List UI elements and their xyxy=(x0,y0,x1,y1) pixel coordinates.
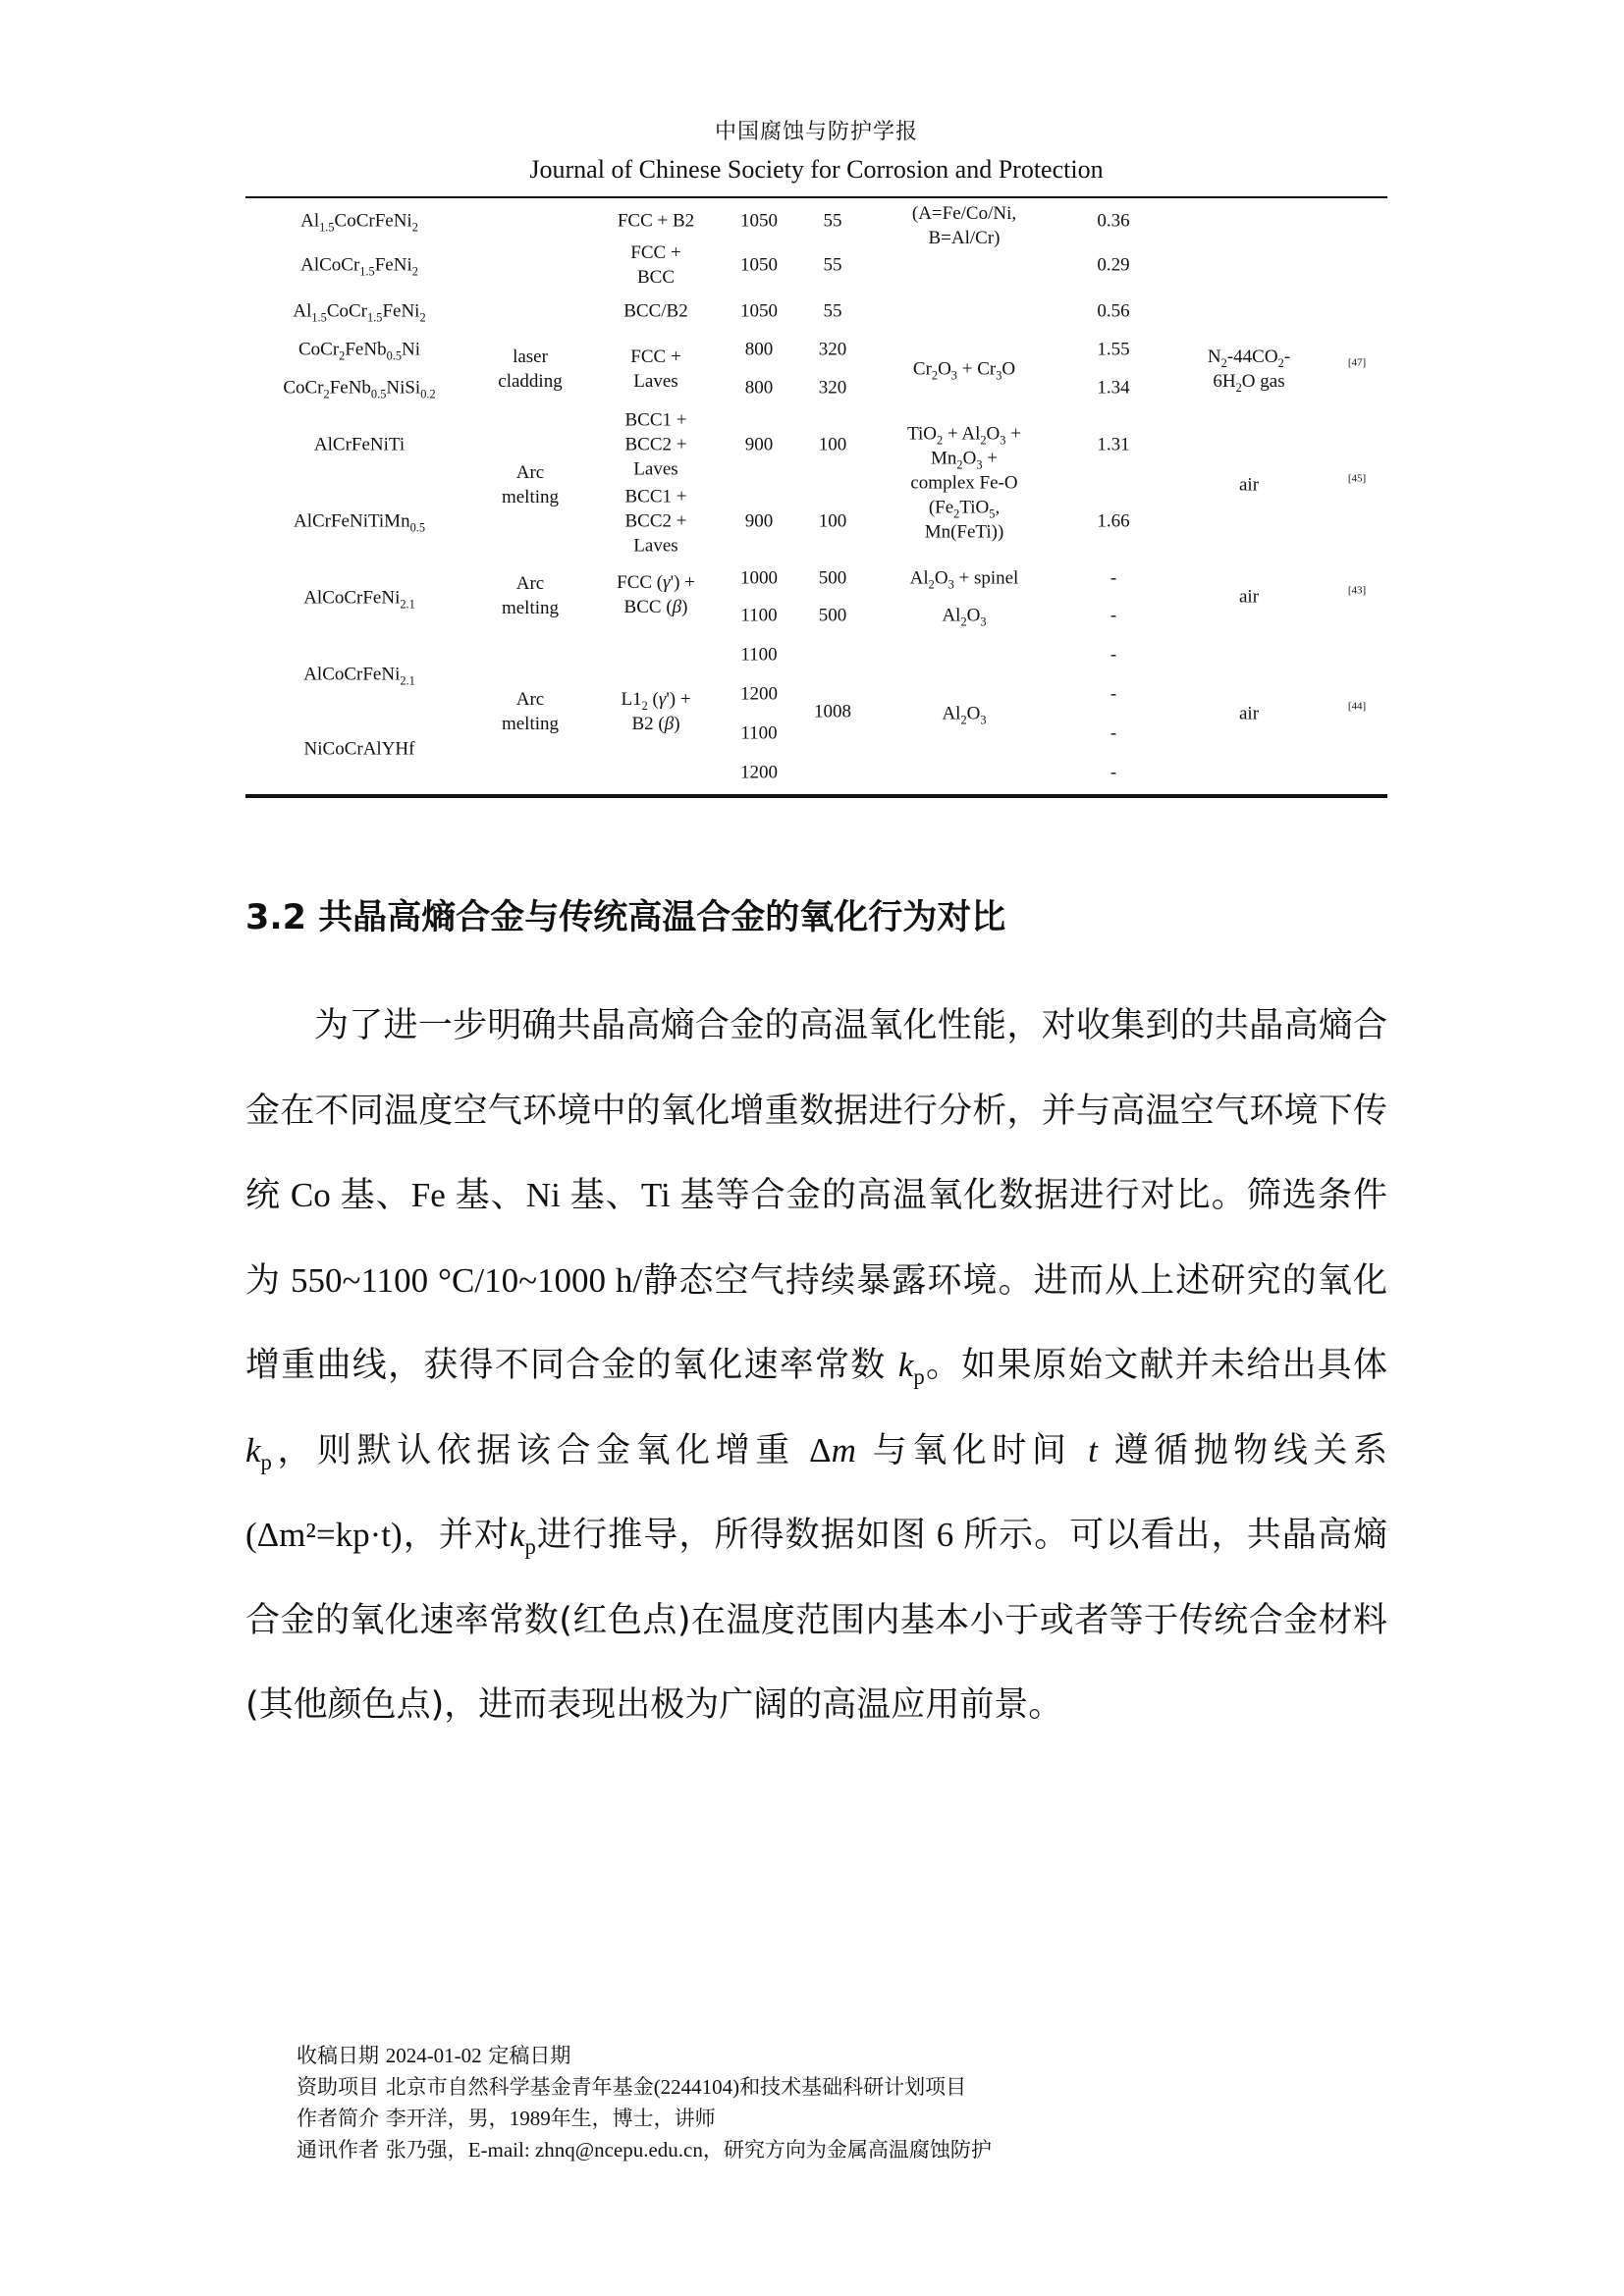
author-text: 年生，博士，讲师 xyxy=(550,2107,716,2130)
para-text: 基等合金的高温氧化数据进行对比。筛选条件为 xyxy=(245,1176,1388,1301)
footnote-label: 作者简介 xyxy=(297,2107,379,2130)
footnote-corresponding xyxy=(297,2134,992,2165)
received-date: 2024-01-02 xyxy=(385,2044,482,2067)
para-text: 进行推导，所得数据如图 xyxy=(535,1516,927,1555)
para-text: 为了进一步明确共晶高熵合金的高温氧化性能，对收集到的共晶高熵合金在不同温度空气环境中的氧化增重数据进行分析，并与高温空气环境下传统 xyxy=(245,1006,1387,1215)
table-cell-kp: - xyxy=(1110,605,1117,626)
footnote-received xyxy=(297,2040,992,2071)
table-cell-time: 1008 xyxy=(814,701,851,722)
footnote-author xyxy=(297,2103,992,2134)
table-cell-oxide: $Al_2O_3$ xyxy=(942,703,987,727)
table-cell-oxide: $TiO_2 + Al_2O_3$ + $Mn_2O_3$ + complex Fe-O ($Fe_2TiO_5$, Mn(FeTi)) xyxy=(907,423,1021,543)
para-co: Co xyxy=(281,1176,341,1214)
table-cell-kp: - xyxy=(1110,762,1117,783)
table-cell-kp: 0.29 xyxy=(1097,254,1130,276)
journal-title-en: Journal of Chinese Society for Corrosion and Protection xyxy=(529,155,1104,184)
table-cell-process: Arc melting xyxy=(501,573,560,618)
para-ni: Ni xyxy=(525,1176,570,1214)
para-text: 基、 xyxy=(569,1176,641,1215)
kp-symbol: k xyxy=(897,1346,914,1384)
table-cell-phase: FCC (γ') + BCC (β) xyxy=(617,572,695,617)
table-cell-alloy: AlCrFeNiTiMn$_{0.5}$ xyxy=(293,510,426,535)
body-paragraph xyxy=(245,984,1387,1748)
oxidation-data-table xyxy=(245,196,1387,798)
table-cell-temperature: 900 xyxy=(744,510,774,532)
corresponding-name: 张乃强， xyxy=(385,2138,468,2162)
para-text: 基、 xyxy=(340,1176,411,1215)
table-cell-phase: FCC + BCC xyxy=(630,242,681,288)
table-cell-phase: FCC + B2 xyxy=(617,210,695,232)
table-cell-kp: 0.56 xyxy=(1097,300,1130,322)
table-cell-reference: [43] xyxy=(1347,584,1367,597)
table-cell-time: 500 xyxy=(818,567,847,589)
table-cell-process: Arc melting xyxy=(501,462,560,507)
time-symbol: t xyxy=(1088,1430,1098,1469)
table-cell-alloy: AlCoCr$_{1.5}$FeNi$_2$ xyxy=(300,254,418,279)
journal-header xyxy=(245,114,1387,188)
fund-number: (2244104) xyxy=(653,2075,740,2099)
table-cell-alloy: AlCoCrFeNi$_{2.1}$ xyxy=(303,664,415,688)
table-cell-temperature: 800 xyxy=(744,377,774,399)
mass-symbol: m xyxy=(831,1430,856,1469)
table-cell-kp: 1.31 xyxy=(1097,434,1130,455)
table-cell-kp: 0.36 xyxy=(1097,210,1130,232)
table-cell-time: 320 xyxy=(818,339,847,360)
table-cell-alloy: AlCoCrFeNi$_{2.1}$ xyxy=(303,587,415,612)
table-cell-time: 100 xyxy=(818,510,847,532)
para-text: 所示。可以看出，共晶高熵合金的氧化速率常数 xyxy=(245,1516,1387,1640)
para-text: 基、 xyxy=(455,1176,526,1215)
kp-symbol: k xyxy=(245,1430,261,1469)
table-cell-time: 55 xyxy=(823,210,842,232)
kp-symbol: k xyxy=(509,1516,525,1554)
table-cell-time: 320 xyxy=(818,377,847,399)
table-cell-phase: $L1_2$ (γ') + B2 (β) xyxy=(621,689,691,734)
para-text: 。如果原始文献并未给出具体 xyxy=(924,1346,1387,1385)
table-cell-temperature: 1100 xyxy=(740,644,778,666)
table-cell-temperature: 1200 xyxy=(740,683,778,705)
table-cell-time: 100 xyxy=(818,434,847,455)
footnote-label: 定稿日期 xyxy=(488,2044,571,2067)
author-year: 1989 xyxy=(509,2107,551,2130)
kp-subscript: p xyxy=(913,1364,925,1389)
table-cell-process: laser cladding xyxy=(498,347,563,392)
corresponding-text: ，研究方向为金属高温腐蚀防护 xyxy=(702,2138,992,2162)
para-condition: 550~1100 °C/10~1000 h/ xyxy=(281,1260,643,1300)
table-cell-process: Arc melting xyxy=(501,689,560,734)
table-cell-phase: BCC1 + BCC2 + Laves xyxy=(624,409,687,480)
footnotes xyxy=(297,2040,992,2165)
author-text: 李开洋，男， xyxy=(385,2107,510,2130)
table-cell-kp: - xyxy=(1110,683,1117,705)
table-cell-kp: 1.34 xyxy=(1097,377,1130,399)
table-cell-environment: air xyxy=(1238,474,1260,496)
footnote-label: 通讯作者 xyxy=(297,2138,379,2162)
para-text: ，并对 xyxy=(402,1516,510,1555)
table-cell-alloy: CoCr$_2$FeNb$_{0.5}$NiSi$_{0.2}$ xyxy=(283,377,436,401)
kp-subscript: p xyxy=(524,1534,536,1559)
table-cell-alloy: NiCoCrAlYHf xyxy=(303,738,415,760)
table-cell-phase: BCC/B2 xyxy=(623,300,688,322)
table-cell-reference: [45] xyxy=(1347,472,1367,485)
figure-ref: 6 xyxy=(926,1516,964,1554)
table-cell-temperature: 1100 xyxy=(740,722,778,744)
table-cell-temperature: 1200 xyxy=(740,762,778,783)
table-cell-oxide: $Al_2O_3$ + spinel xyxy=(909,567,1019,592)
footnote-funding xyxy=(297,2071,992,2103)
parabolic-formula: (Δm²=kp·t) xyxy=(245,1516,403,1554)
table-cell-environment: air xyxy=(1238,586,1260,608)
table-cell-oxide: (A=Fe/Co/Ni, B=Al/Cr) xyxy=(911,203,1017,248)
section-title: 3.2 共晶高熵合金与传统高温合金的氧化行为对比 xyxy=(245,898,1006,937)
table-cell-reference: [44] xyxy=(1347,700,1367,713)
table-cell-oxide: $Cr_2O_3 + Cr_3O$ xyxy=(912,358,1016,383)
para-ti: Ti xyxy=(640,1176,680,1214)
table-cell-temperature: 900 xyxy=(744,434,774,455)
table-cell-alloy: $Al_{1.5}CoCr_{1.5}FeNi_2$ xyxy=(293,300,426,325)
table-cell-alloy: $Al_{1.5}CoCrFeNi_2$ xyxy=(300,210,418,235)
footnote-label: 资助项目 xyxy=(297,2075,379,2099)
journal-title-cn: 中国腐蚀与防护学报 xyxy=(714,120,918,144)
table-cell-temperature: 1000 xyxy=(740,567,778,589)
table-cell-kp: - xyxy=(1110,722,1117,744)
table-cell-time: 55 xyxy=(823,300,842,322)
table-cell-environment: $N_2-44CO_2-$ $6H_2O$ gas xyxy=(1207,347,1291,395)
para-text: 与氧化时间 xyxy=(855,1430,1089,1470)
fund-text: 北京市自然科学基金青年基金 xyxy=(385,2075,654,2099)
table-cell-kp: - xyxy=(1110,644,1117,666)
para-text: 静态空气持续暴露环境。进而从上述研究的氧化增重曲线，获得不同合金的氧化速率常数 xyxy=(245,1260,1387,1385)
table-cell-alloy: AlCrFeNiTi xyxy=(313,434,406,455)
corresponding-email: E-mail: zhnq@ncepu.edu.cn xyxy=(467,2138,703,2162)
table-cell-kp: - xyxy=(1110,567,1117,589)
table-cell-time: 55 xyxy=(823,254,842,276)
table-cell-temperature: 1100 xyxy=(740,605,778,626)
para-text: (红色点)在温度范围内基本小于或者等于传统合金材料(其他颜色点)，进而表现出极为广阔的高温应用前景。 xyxy=(245,1600,1387,1725)
fund-text: 和技术基础科研计划项目 xyxy=(739,2075,967,2099)
delta-symbol: Δ xyxy=(794,1430,832,1469)
table-cell-alloy: CoCr$_2$FeNb$_{0.5}$Ni xyxy=(298,339,421,363)
table-cell-time: 500 xyxy=(818,605,847,626)
table-cell-oxide: $Al_2O_3$ xyxy=(942,605,987,629)
table-cell-reference: [47] xyxy=(1347,356,1367,369)
table-cell-temperature: 800 xyxy=(744,339,774,360)
table-cell-phase: FCC + Laves xyxy=(630,347,681,392)
para-text: ，则默认依据该合金氧化增重 xyxy=(271,1430,795,1470)
footnote-label: 收稿日期 xyxy=(297,2044,379,2067)
para-fe: Fe xyxy=(410,1176,456,1214)
table-cell-kp: 1.66 xyxy=(1097,510,1130,532)
para-text: 遵循抛物线关系 xyxy=(1097,1430,1387,1470)
table-cell-phase: BCC1 + BCC2 + Laves xyxy=(624,486,687,557)
table-cell-temperature: 1050 xyxy=(740,300,778,322)
table-cell-environment: air xyxy=(1238,703,1260,724)
kp-subscript: p xyxy=(260,1449,272,1474)
table-cell-kp: 1.55 xyxy=(1097,339,1130,360)
table-cell-temperature: 1050 xyxy=(740,210,778,232)
table-cell-temperature: 1050 xyxy=(740,254,778,276)
